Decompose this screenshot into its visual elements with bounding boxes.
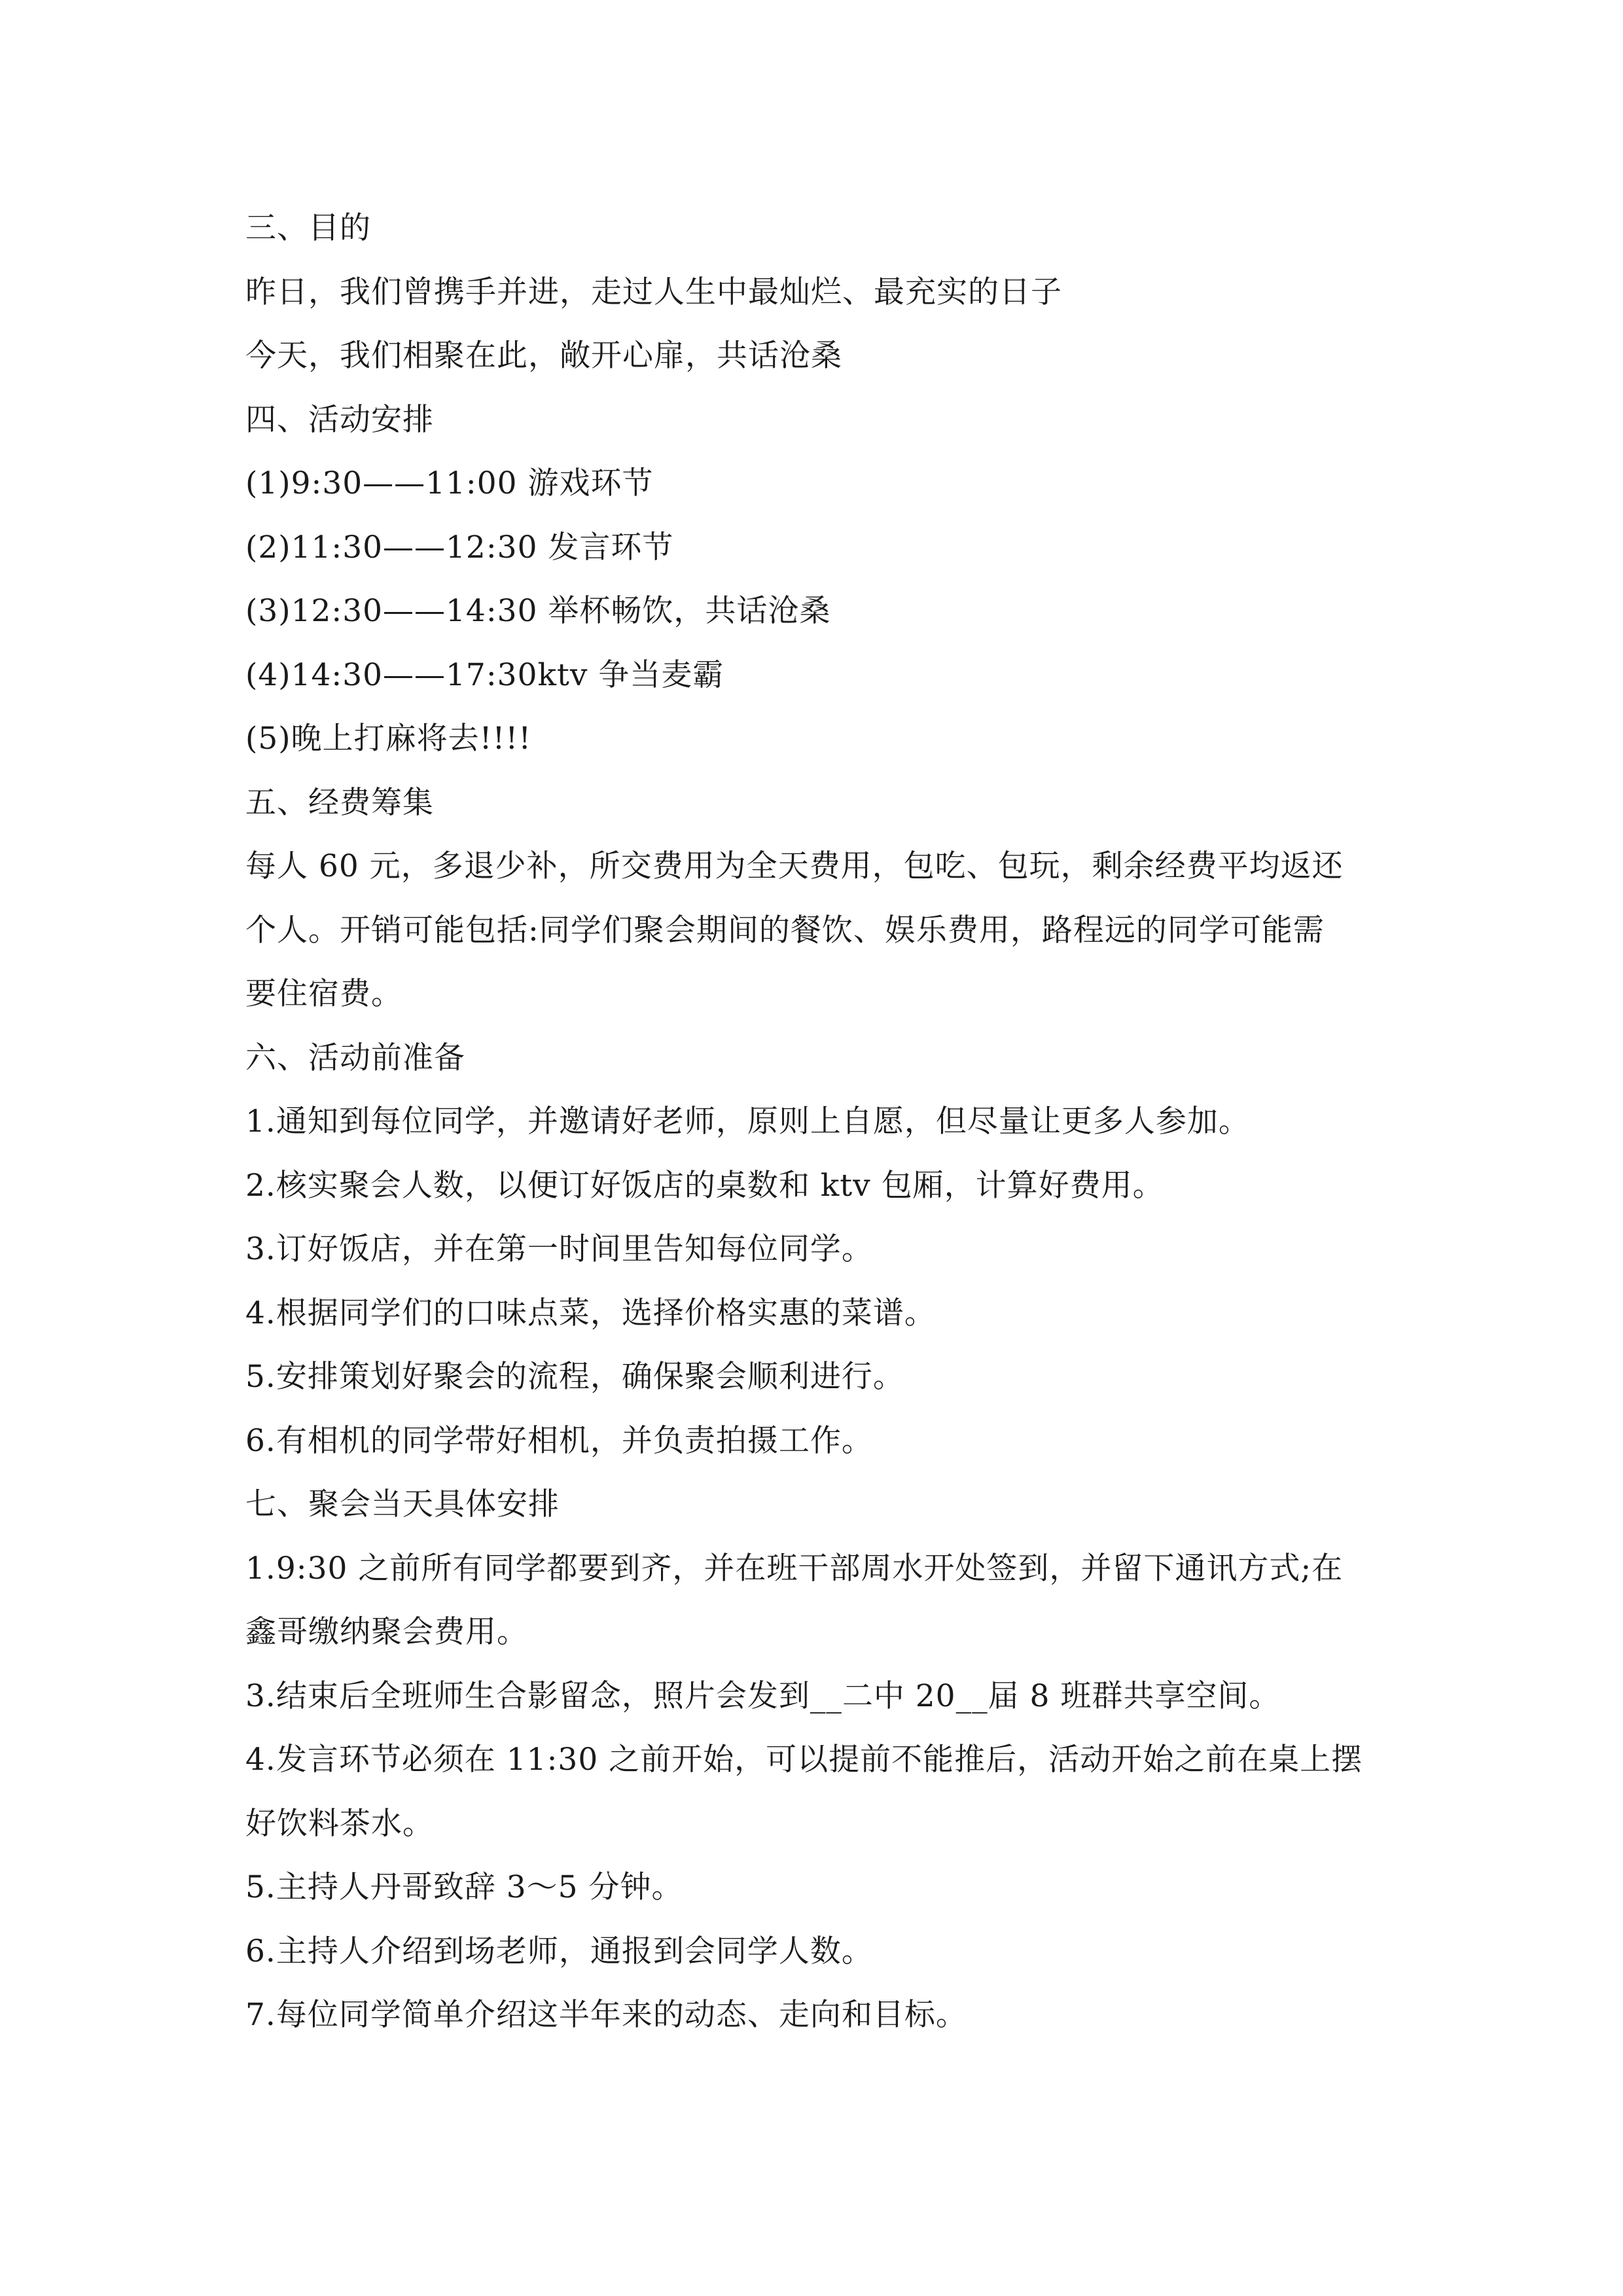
document-body	[245, 196, 1384, 2047]
list-item: 5.主持人丹哥致辞 3～5 分钟。	[245, 1869, 683, 1905]
list-item: 6.主持人介绍到场老师，通报到会同学人数。	[245, 1933, 873, 1969]
schedule-item: (3)12:30——14:30 举杯畅饮，共话沧桑	[245, 593, 831, 629]
section-heading-schedule: 四、活动安排	[245, 401, 434, 438]
list-item: 4.根据同学们的口味点菜，选择价格实惠的菜谱。	[245, 1295, 936, 1331]
paragraph-line: 每人 60 元，多退少补，所交费用为全天费用，包吃、包玩，剩余经费平均返还	[245, 848, 1344, 884]
list-item: 7.每位同学简单介绍这半年来的动态、走向和目标。	[245, 1997, 967, 2033]
paragraph-line: 个人。开销可能包括:同学们聚会期间的餐饮、娱乐费用，路程远的同学可能需	[245, 912, 1325, 948]
section-heading-purpose: 三、目的	[245, 210, 371, 246]
list-item: 3.结束后全班师生合影留念，照片会发到__二中 20__届 8 班群共享空间。	[245, 1677, 1281, 1714]
list-item: 1.9:30 之前所有同学都要到齐，并在班干部周水开处签到，并留下通讯方式;在	[245, 1550, 1344, 1587]
paragraph-line: 今天，我们相聚在此，敞开心扉，共话沧桑	[245, 338, 842, 374]
paragraph-line: 要住宿费。	[245, 976, 402, 1012]
list-item: 1.通知到每位同学，并邀请好老师，原则上自愿，但尽量让更多人参加。	[245, 1103, 1250, 1139]
list-item: 3.订好饭店，并在第一时间里告知每位同学。	[245, 1231, 873, 1267]
list-item-continuation: 好饮料茶水。	[245, 1805, 434, 1842]
section-heading-day-arrangement: 七、聚会当天具体安排	[245, 1486, 560, 1522]
list-item: 6.有相机的同学带好相机，并负责拍摄工作。	[245, 1422, 873, 1459]
schedule-item: (1)9:30——11:00 游戏环节	[245, 465, 654, 501]
schedule-item: (5)晚上打麻将去!!!!	[245, 721, 532, 757]
list-item: 2.核实聚会人数，以便订好饭店的桌数和 ktv 包厢，计算好费用。	[245, 1167, 1164, 1204]
section-heading-funding: 五、经费筹集	[245, 784, 434, 821]
schedule-item: (2)11:30——12:30 发言环节	[245, 529, 674, 565]
schedule-item: (4)14:30——17:30ktv 争当麦霸	[245, 656, 724, 693]
list-item: 5.安排策划好聚会的流程，确保聚会顺利进行。	[245, 1359, 904, 1395]
list-item: 4.发言环节必须在 11:30 之前开始，可以提前不能推后，活动开始之前在桌上摆	[245, 1742, 1363, 1778]
paragraph-line: 昨日，我们曾携手并进，走过人生中最灿烂、最充实的日子	[245, 274, 1062, 310]
list-item-continuation: 鑫哥缴纳聚会费用。	[245, 1614, 528, 1650]
section-heading-preparation: 六、活动前准备	[245, 1039, 465, 1076]
